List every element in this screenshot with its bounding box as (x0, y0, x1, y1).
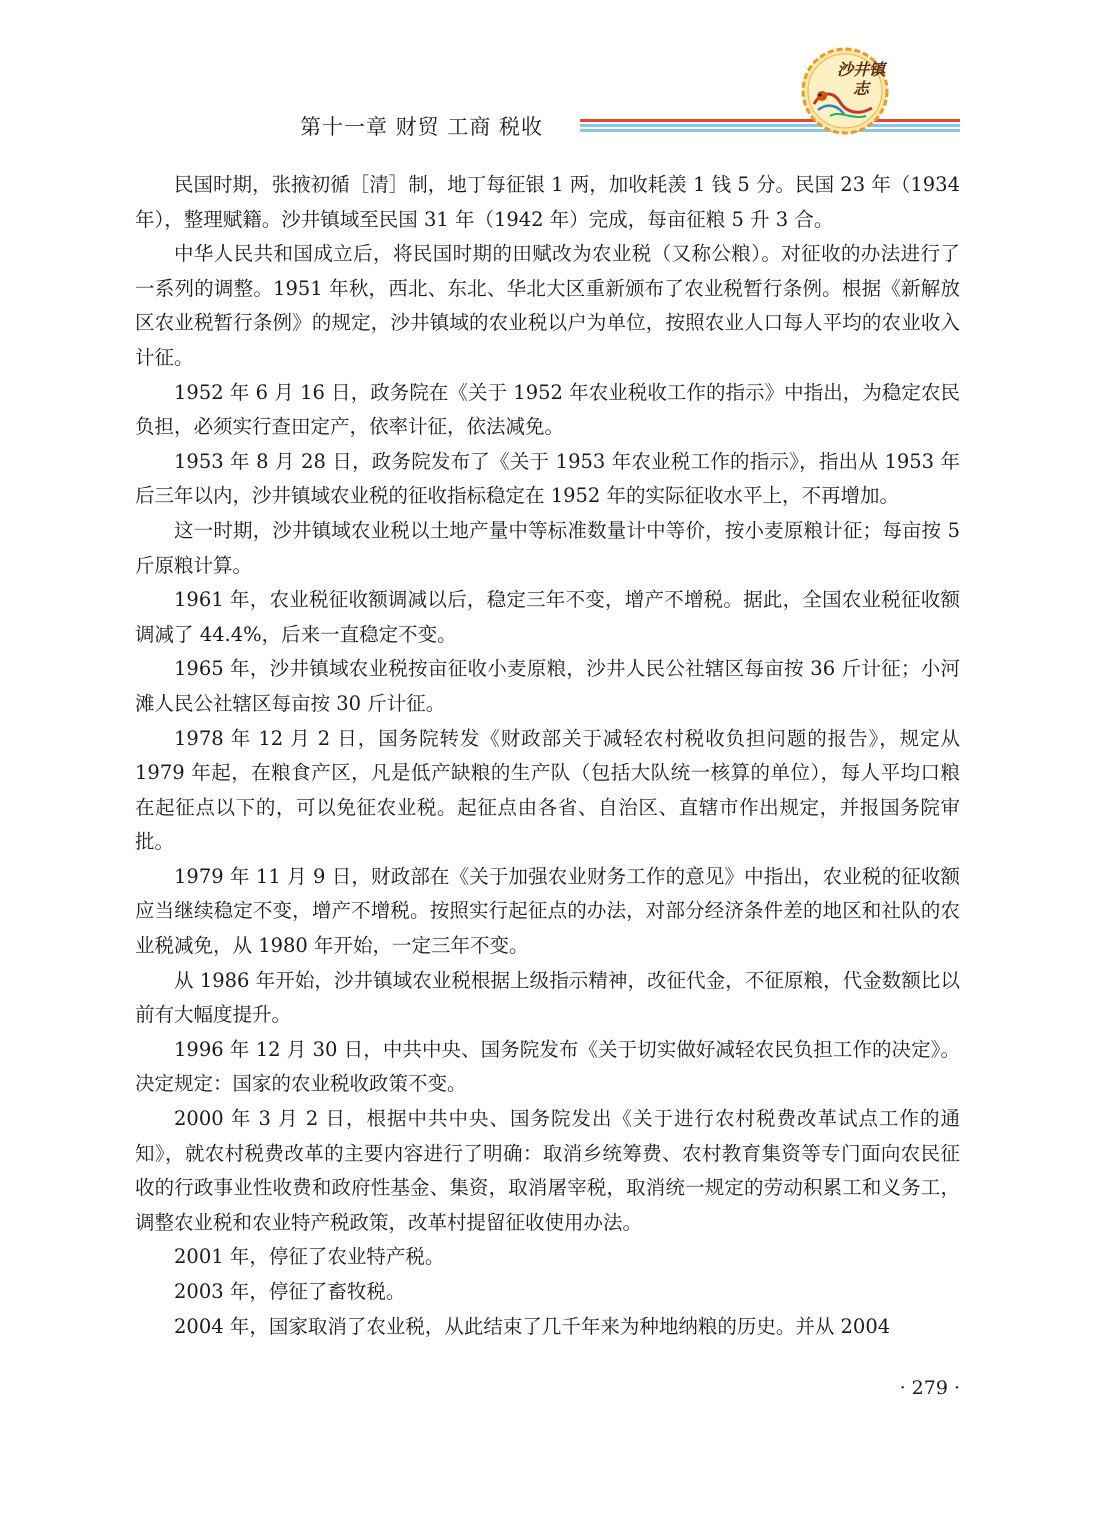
body-text (135, 168, 960, 1344)
logo-text: 沙井镇志 (836, 60, 885, 98)
paragraph: 2003 年，停征了畜牧税。 (174, 1280, 406, 1303)
paragraph: 从 1986 年开始，沙井镇域农业税根据上级指示精神，改征代金，不征原粮，代金数额比以前有大幅度提升。 (135, 968, 960, 1027)
paragraph: 1965 年，沙井镇域农业税按亩征收小麦原粮，沙井人民公社辖区每亩按 36 斤计征；小河滩人民公社辖区每亩按 30 斤计征。 (135, 657, 960, 715)
paragraph: 2001 年，停征了农业特产税。 (174, 1245, 445, 1269)
page-header (0, 0, 1093, 150)
page-number: · 279 · (899, 1377, 960, 1399)
paragraph: 1996 年 12 月 30 日，中共中央、国务院发布《关于切实做好减轻农民负担工作的决定》。决定规定：国家的农业税收政策不变。 (135, 1037, 960, 1096)
paragraph: 中华人民共和国成立后，将民国时期的田赋改为农业税（又称公粮）。对征收的办法进行了一系列的调整。1951 年秋，西北、东北、华北大区重新颁布了农业税暂行条例。根据《新解放区农业税暂行条例》的规定，沙井镇域的农业税以户为单位，按照农业人口每人平均的农业收入计征。 (135, 242, 960, 369)
paragraph: 1961 年，农业税征收额调减以后，稳定三年不变，增产不增税。据此，全国农业税征收额调减了 44.4%，后来一直稳定不变。 (135, 588, 960, 646)
header-stripes (580, 119, 960, 135)
blue-stripe-top (580, 124, 960, 127)
paragraph: 1952 年 6 月 16 日，政务院在《关于 1952 年农业税收工作的指示》中指出，为稳定农民负担，必须实行查田定产，依率计征，依法减免。 (135, 380, 960, 439)
chapter-title: 第十一章 财贸 工商 税收 (300, 115, 544, 139)
paragraph: 1978 年 12 月 2 日，国务院转发《财政部关于减轻农村税收负担问题的报告》，规定从 1979 年起，在粮食产区，凡是低产缺粮的生产队（包括大队统一核算的单位），每人平均口粮在起征点以下的，可以免征农业税。起征点由各省、自治区、直辖市作出规定，并报国务院审批。 (135, 726, 960, 854)
blue-stripe-bottom (580, 129, 960, 132)
town-gazetteer-logo (800, 46, 890, 136)
paragraph: 1979 年 11 月 9 日，财政部在《关于加强农业财务工作的意见》中指出，农业税的征收额应当继续稳定不变，增产不增税。按照实行起征点的办法，对部分经济条件差的地区和社队的农业税减免，从 1980 年开始，一定三年不变。 (135, 864, 960, 958)
paragraph: 这一时期，沙井镇域农业税以土地产量中等标准数量计中等价，按小麦原粮计征；每亩按 5 斤原粮计算。 (135, 518, 960, 577)
red-stripe (580, 119, 960, 122)
paragraph: 2004 年，国家取消了农业税，从此结束了几千年来为种地纳粮的历史。并从 2004 (174, 1314, 891, 1338)
paragraph: 1953 年 8 月 28 日，政务院发布了《关于 1953 年农业税工作的指示》，指出从 1953 年后三年以内，沙井镇域农业税的征收指标稳定在 1952 年的实际征收水平上，不再增加。 (135, 449, 960, 508)
paragraph: 2000 年 3 月 2 日，根据中共中央、国务院发出《关于进行农村税费改革试点工作的通知》，就农村税费改革的主要内容进行了明确：取消乡统筹费、农村教育集资等专门面向农民征收的行政事业性收费和政府性基金、集资，取消屠宰税，取消统一规定的劳动积累工和义务工，调整农业税和农业特产税政策，改革村提留征收使用办法。 (135, 1107, 960, 1234)
paragraph: 民国时期，张掖初循［清］制，地丁每征银 1 两，加收耗羡 1 钱 5 分。民国 23 年（1934 年），整理赋籍。沙井镇域至民国 31 年（1942 年）完成，每亩征粮 5 升 3 合。 (135, 173, 960, 231)
